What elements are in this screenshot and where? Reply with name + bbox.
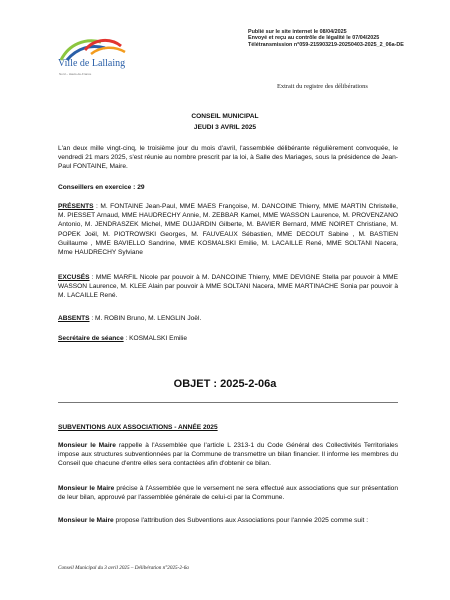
- p1-lead: Monsieur le Maire: [58, 442, 116, 449]
- p3-text: propose l'attribution des Subventions aux Associations pour l'année 2025 comme suit :: [113, 517, 369, 524]
- p2-lead: Monsieur le Maire: [58, 485, 115, 492]
- meeting-title: CONSEIL MUNICIPAL: [191, 113, 259, 120]
- section-divider: [58, 402, 398, 403]
- meeting-date: JEUDI 3 AVRIL 2025: [193, 124, 257, 131]
- secretary-name: : KOSMALSKI Emilie: [123, 335, 188, 342]
- objet-title: OBJET : 2025-2-06a: [173, 378, 277, 390]
- paragraph-article: [58, 441, 398, 469]
- logo-tagline: Nord – Hauts-de-France: [59, 72, 92, 76]
- register-extract-label: Extrait du registre des délibérations: [277, 83, 368, 90]
- absents-list: : M. ROBIN Bruno, M. LENGLIN Joël.: [89, 315, 202, 322]
- councillors-label: Conseillers en exercice :: [58, 184, 136, 191]
- intro-paragraph: [58, 144, 398, 172]
- stamp-line-published: Publié sur le site internet le 08/04/2025: [248, 29, 347, 35]
- intro-text: L'an deux mille vingt-cinq, le troisième jour du mois d'avril, l'assemblée délibérante régulièrement convoquée, le vendredi 21 mars 2025, s'est réunie au nombre prescrit par la loi, à Salle des Mariages, sous la présidence de Jean-Paul FONTAINE, Maire.: [58, 145, 398, 171]
- presents-list: : M. FONTAINE Jean-Paul, MME MAES Françoise, M. DANCOINE Thierry, MME MARTIN Christelle, M. PIESSET Arnaud, MME HAUDRECHY Annie, M. ZEBBAR Kamel, MME WASSON Laurence, M. PROVENZANO Antonio, M. JENDRASZEK Michel, MME DUJARDIN Gilberte, M. BAVIER Bernard, MME NOIRET Christiane, M. POPEK Joël, M. PIOTROWSKI Georges, M. FAUVEAUX Sébastien, MME DECOUT Sabine , M. BASTIEN Guillaume , MME BAVIELLO Sandrine, MME KOSMALSKI Emilie, M. LACAILLE René, MME SOLTANI Nacera, Mme HAUDRECHY Sylviane: [58, 203, 398, 257]
- p1-text: rappelle à l'Assemblée que l'article L 2313-1 du Code Général des Collectivités Territoriales impose aux structures subventionnées par la Commune de transmettre un bilan financier. Il informe les membres du Conseil que chacune d'entre elles sera contactées afin d'obtenir ce bilan.: [58, 442, 398, 468]
- subject-heading: SUBVENTIONS AUX ASSOCIATIONS - ANNÉE 2025: [58, 424, 218, 431]
- presents-label: PRÉSENTS: [58, 203, 94, 210]
- secretary-label: Secrétaire de séance: [58, 335, 124, 342]
- councillors-count: 29: [137, 184, 145, 191]
- subject-heading-wrap: [58, 423, 398, 432]
- p3-lead: Monsieur le Maire: [58, 517, 114, 524]
- presents-paragraph: [58, 202, 398, 257]
- publication-stamp: [248, 29, 404, 48]
- excuses-label: EXCUSÉS: [58, 274, 90, 281]
- paragraph-payment: [58, 484, 398, 502]
- paragraph-proposal: [58, 516, 398, 525]
- absents-paragraph: [58, 314, 398, 323]
- absents-label: ABSENTS: [58, 315, 90, 322]
- town-logo: [55, 36, 135, 96]
- excuses-list: : MME MARFIL Nicole par pouvoir à M. DANCOINE Thierry, MME DEVIGNE Stella par pouvoir à MME WASSON Laurence, M. KLEE Alain par pouvoir à MME SOLTANI Nacera, MME MARTINACHE Sonia par pouvoir à M. LACAILLE René.: [58, 274, 398, 300]
- logo-name: Ville de Lallaing: [58, 58, 126, 69]
- excuses-paragraph: [58, 273, 398, 301]
- stamp-line-transmission: Télétransmission n°059-215903219-20250403-2025_2_06a-DE: [248, 41, 404, 48]
- page-footer: Conseil Municipal du 3 avril 2025 – Délibération n°2025-2-6a: [58, 565, 189, 571]
- councillors-line: [58, 183, 398, 192]
- secretary-paragraph: [58, 334, 398, 343]
- stamp-line-sent: Envoyé et reçu au contrôle de légalité le 07/04/2025: [248, 35, 380, 42]
- p2-text: précise à l'Assemblée que le versement ne sera effectué aux associations que sur présentation de leur bilan, approuvé par l'assemblée générale de celui-ci par la Commune.: [58, 485, 399, 502]
